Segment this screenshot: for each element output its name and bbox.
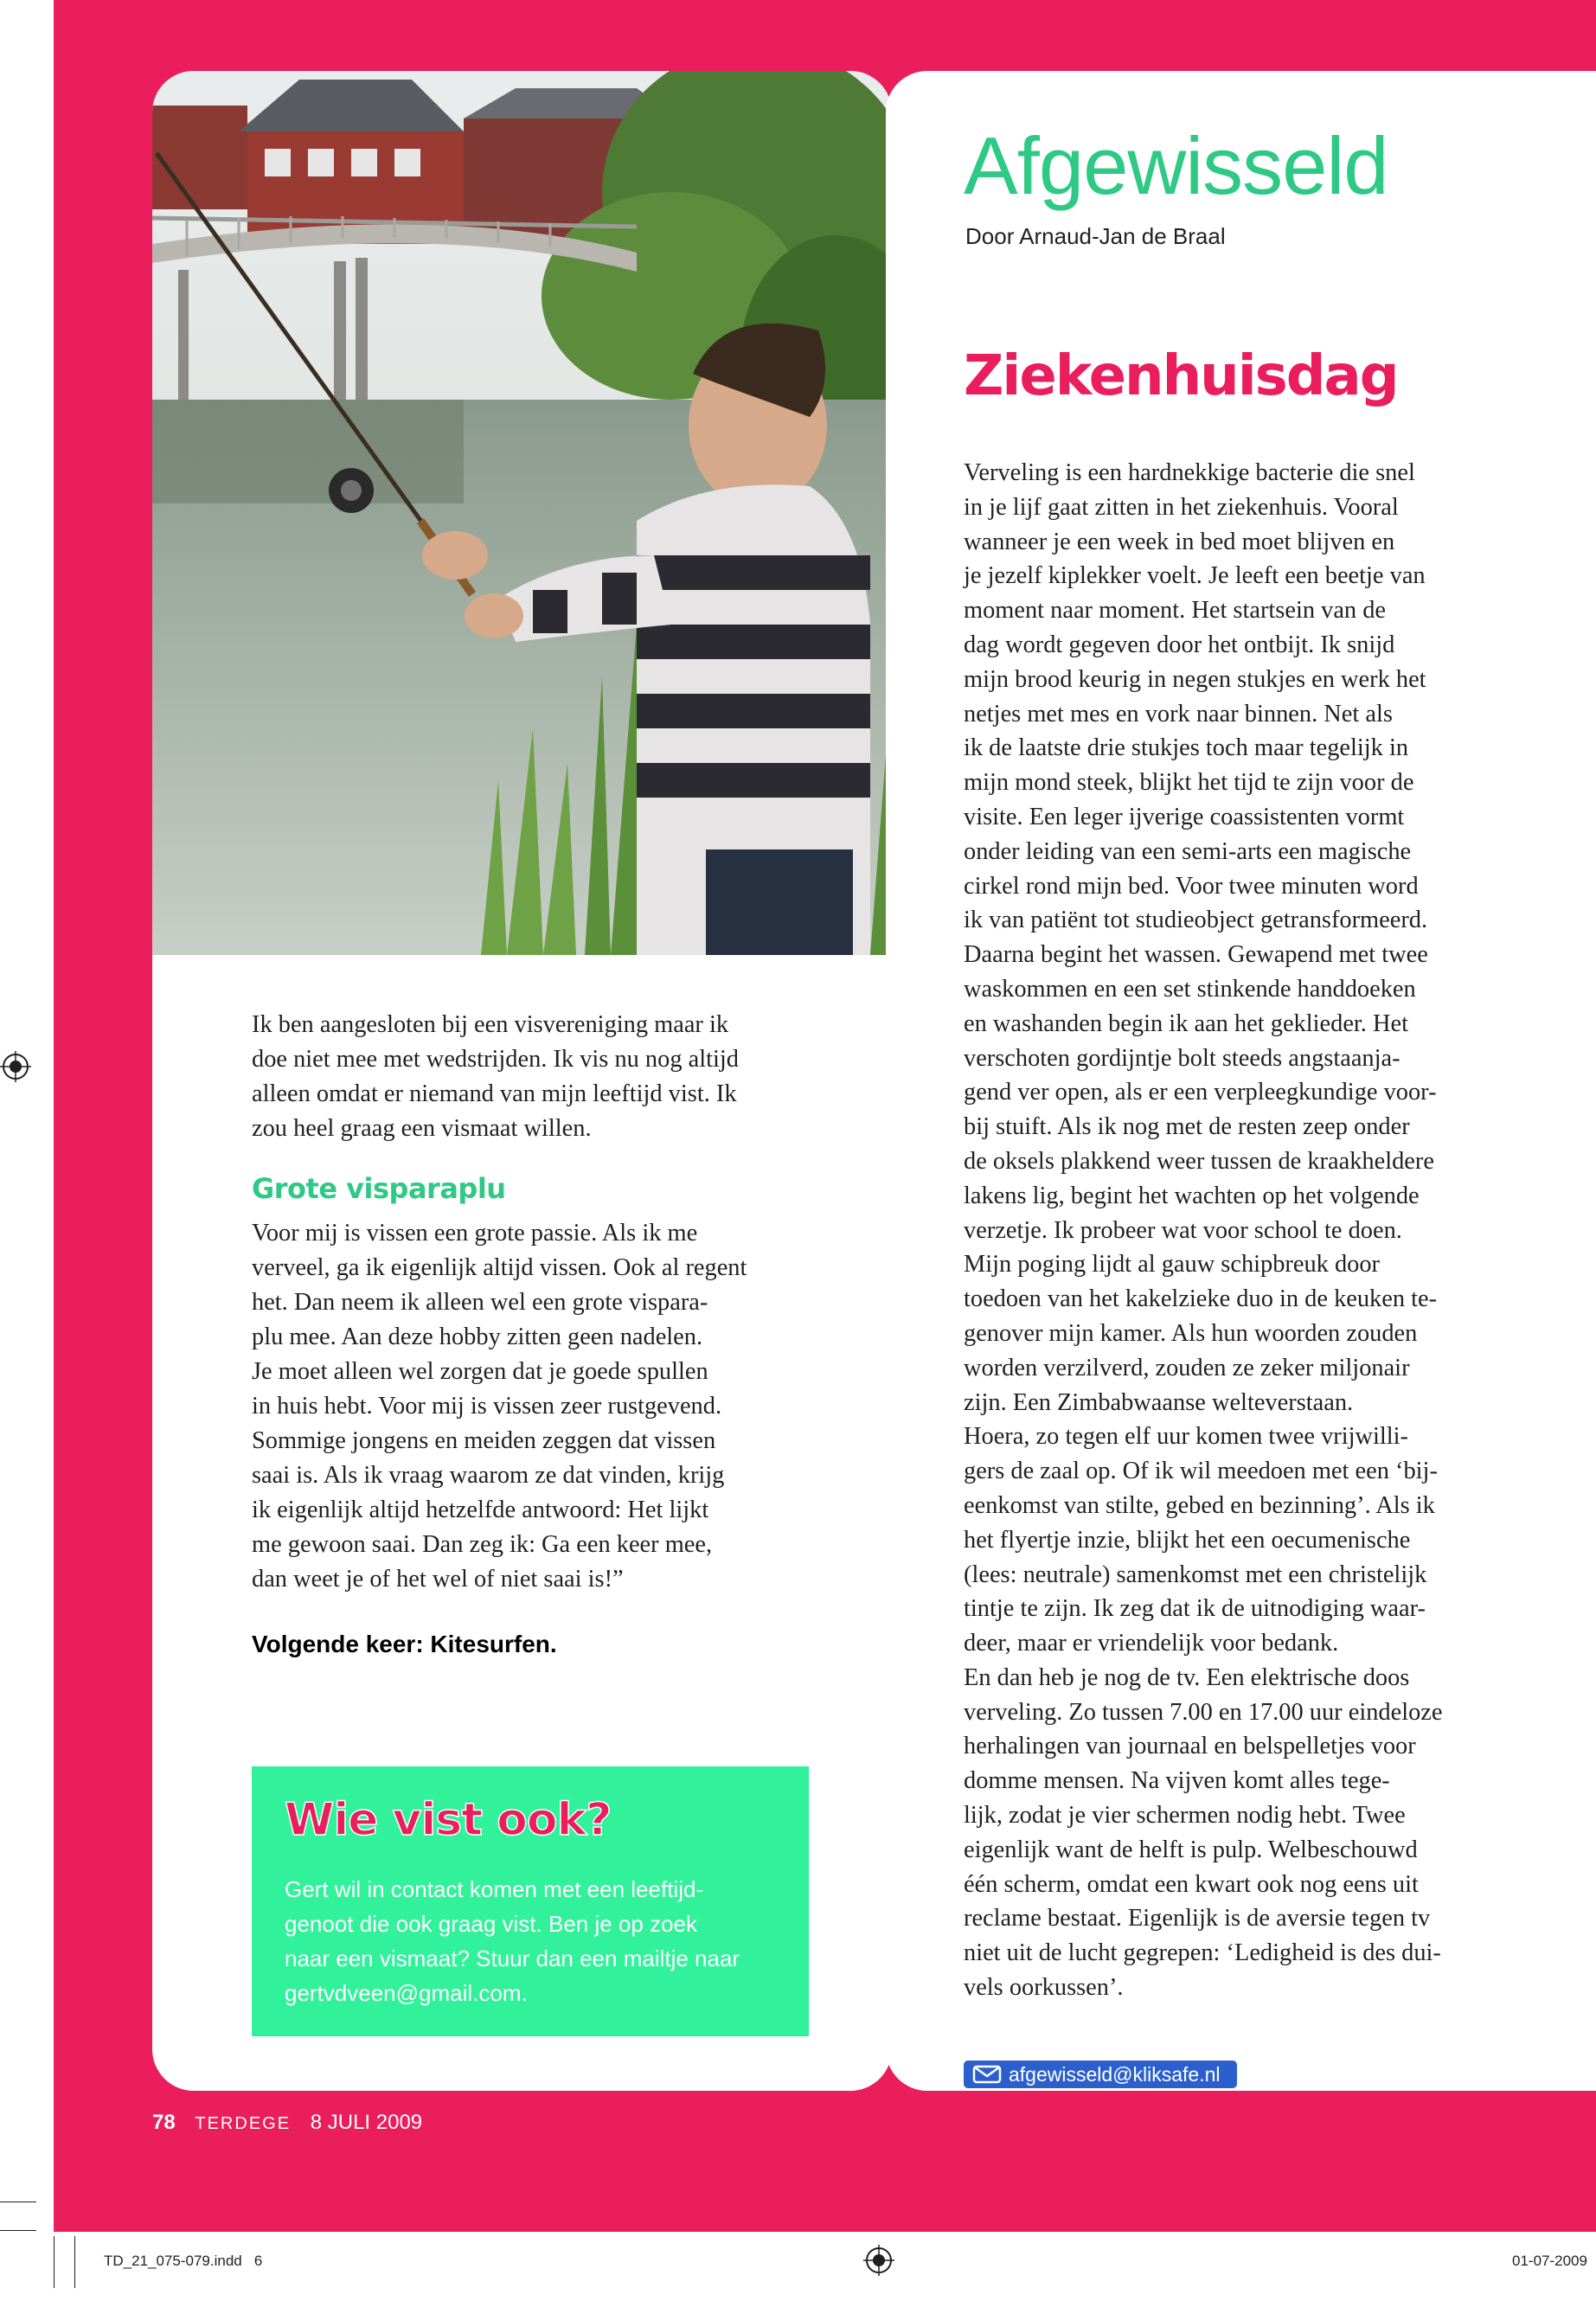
text-line: deer, maar er vriendelijk voor bedank. [964, 1630, 1339, 1657]
text-line: mijn mond steek, blijkt het tijd te zijn voor de [964, 769, 1414, 797]
magazine-name: TERDEGE [195, 2114, 292, 2133]
text-line: ik van patiënt tot studieobject getransformeerd. [964, 907, 1428, 934]
text-line: Gert wil in contact komen met een leeftijd- [285, 1876, 704, 1902]
text-line: zou heel graag een vismaat willen. [252, 1115, 592, 1142]
text-line: je jezelf kiplekker voelt. Je leeft een beetje van [964, 562, 1426, 590]
crop-mark [0, 2230, 36, 2231]
page-number: 78 [152, 2111, 176, 2134]
text-line: en washanden begin ik aan het geklieder. Het [964, 1009, 1408, 1037]
text-line: toedoen van het kakelzieke duo in de keuken te- [964, 1285, 1438, 1313]
page-footer [152, 2111, 422, 2135]
text-line: moment naar moment. Het startsein van de [964, 597, 1387, 625]
email-link[interactable] [964, 2061, 1237, 2088]
text-line: alleen omdat er niemand van mijn leeftijd vist. Ik [252, 1080, 737, 1107]
photo-boy-fishing [152, 71, 892, 955]
next-time-teaser: Volgende keer: Kitesurfen. [252, 1631, 557, 1657]
text-line: doe niet mee met wedstrijden. Ik vis nu nog altijd [252, 1046, 739, 1073]
text-line: lakens lig, begint het wachten op het volgende [964, 1182, 1420, 1209]
text-line: de oksels plakkend weer tussen de kraakheldere [964, 1147, 1434, 1175]
callout-email-link[interactable]: gertvdveen@gmail.com. [285, 1980, 528, 2006]
text-line: tintje te zijn. Ik zeg dat ik de uitnodiging waar- [964, 1595, 1426, 1623]
text-line: Hoera, zo tegen elf uur komen twee vrijwilli- [964, 1423, 1408, 1451]
slug-date: 01-07-2009 [1512, 2253, 1587, 2269]
slug-filename: TD_21_075-079.indd [104, 2253, 242, 2269]
byline: Door Arnaud-Jan de Braal [965, 223, 1226, 249]
text-line: genoot die ook graag vist. Ben je op zoek [285, 1911, 697, 1937]
text-line: gers de zaal op. Of ik wil meedoen met een ‘bij- [964, 1458, 1438, 1485]
text-line: ik de laatste drie stukjes toch maar tegelijk in [964, 734, 1409, 762]
text-line: zijn. Een Zimbabwaanse welteverstaan. [964, 1388, 1354, 1416]
callout-text [285, 1872, 786, 2010]
text-line: verveel, ga ik eigenlijk altijd vissen. Ook al regent [252, 1254, 747, 1281]
registration-mark-icon [863, 2245, 894, 2276]
text-line: onder leiding van een semi-arts een magische [964, 837, 1412, 865]
text-line: reclame bestaat. Eigenlijk is de aversie tegen tv [964, 1905, 1431, 1932]
text-line: cirkel rond mijn bed. Voor twee minuten word [964, 872, 1419, 900]
text-line: naar een vismaat? Stuur dan een mailtje naar [285, 1945, 740, 1971]
text-line: plu mee. Aan deze hobby zitten geen nadelen. [252, 1324, 703, 1350]
slug-page: 6 [253, 2253, 263, 2269]
text-line: Ik ben aangesloten bij een visvereniging maar ik [252, 1011, 729, 1038]
text-line: het flyertje inzie, blijkt het een oecumenische [964, 1526, 1411, 1554]
text-line: (lees: neutrale) samenkomst met een christelijk [964, 1561, 1427, 1588]
text-line: mijn brood keurig in negen stukjes en werk het [964, 665, 1426, 693]
envelope-icon [972, 2065, 1002, 2084]
left-intro [252, 1008, 823, 1146]
text-line: Mijn poging lijdt al gauw schipbreuk door [964, 1251, 1381, 1279]
left-body [252, 1216, 823, 1597]
text-line: dan weet je of het wel of niet saai is!” [252, 1566, 624, 1593]
text-line: verschoten gordijntje bolt steeds angstaanja- [964, 1044, 1401, 1072]
registration-mark-icon [0, 1051, 31, 1082]
text-line: saai is. Als ik vraag waarom ze dat vinden, krijg [252, 1462, 725, 1489]
text-line: netjes met mes en vork naar binnen. Net als [964, 700, 1393, 727]
text-line: verzetje. Ik probeer wat voor school te doen. [964, 1216, 1402, 1244]
text-line: één scherm, omdat een kwart ook nog eens uit [964, 1870, 1419, 1898]
text-line: Voor mij is vissen een grote passie. Als ik me [252, 1220, 698, 1247]
text-line: in huis hebt. Voor mij is vissen zeer rustgevend. [252, 1393, 722, 1420]
text-line: Je moet alleen wel zorgen dat je goede spullen [252, 1358, 708, 1385]
text-line: bij stuift. Als ik nog met de resten zeep onder [964, 1113, 1410, 1141]
text-line: domme mensen. Na vijven komt alles tege- [964, 1767, 1390, 1795]
text-line: waskommen en een set stinkende handdoeken [964, 975, 1416, 1003]
text-line: lijk, zodat je vier schermen nodig hebt. Twee [964, 1802, 1406, 1830]
text-line: gend ver open, als er een verpleegkundige voor- [964, 1079, 1437, 1106]
text-line: in je lijf gaat zitten in het ziekenhuis. Vooral [964, 493, 1399, 521]
text-line: vels oorkussen’. [964, 1974, 1124, 2002]
text-line: En dan heb je nog de tv. Een elektrische doos [964, 1663, 1410, 1691]
column-title: Afgewisseld [964, 120, 1388, 211]
text-line: worden verzilverd, zouden ze zeker miljonair [964, 1354, 1410, 1381]
right-body [964, 456, 1517, 2005]
issue-date: 8 JULI 2009 [310, 2111, 423, 2134]
article-title: Ziekenhuisdag [964, 344, 1398, 408]
text-line: dag wordt gegeven door het ontbijt. Ik snijd [964, 631, 1395, 658]
text-line: ik eigenlijk altijd hetzelfde antwoord: Het lijkt [252, 1497, 709, 1523]
crop-mark [74, 2236, 75, 2288]
text-line: wanneer je een week in bed moet blijven en [964, 528, 1395, 555]
text-line: Sommige jongens en meiden zeggen dat vissen [252, 1427, 716, 1454]
text-line: visite. Een leger ijverige coassistenten vormt [964, 803, 1405, 830]
text-line: me gewoon saai. Dan zeg ik: Ga een keer mee, [252, 1531, 713, 1558]
slug-file [104, 2253, 262, 2270]
text-line: eigenlijk want de helft is pulp. Welbeschouwd [964, 1836, 1418, 1863]
text-line: eenkomst van stilte, gebed en bezinning’. Als ik [964, 1491, 1435, 1519]
text-line: herhalingen van journaal en belspelletjes voor [964, 1733, 1416, 1760]
email-address: afgewisseld@kliksafe.nl [1009, 2062, 1221, 2086]
text-line: Verveling is een hardnekkige bacterie die snel [964, 459, 1415, 486]
text-line: genover mijn kamer. Als hun woorden zouden [964, 1319, 1418, 1347]
callout-title: Wie vist ook? [285, 1794, 612, 1846]
callout-box [252, 1766, 809, 2036]
text-line: het. Dan neem ik alleen wel een grote vispara- [252, 1289, 708, 1316]
text-line: niet uit de lucht gegrepen: ‘Ledigheid is des dui- [964, 1939, 1441, 1967]
text-line: verveling. Zo tussen 7.00 en 17.00 uur eindeloze [964, 1698, 1443, 1726]
text-line: Daarna begint het wassen. Gewapend met twee [964, 941, 1428, 969]
subheading-grote-visparaplu: Grote visparaplu [252, 1172, 506, 1205]
